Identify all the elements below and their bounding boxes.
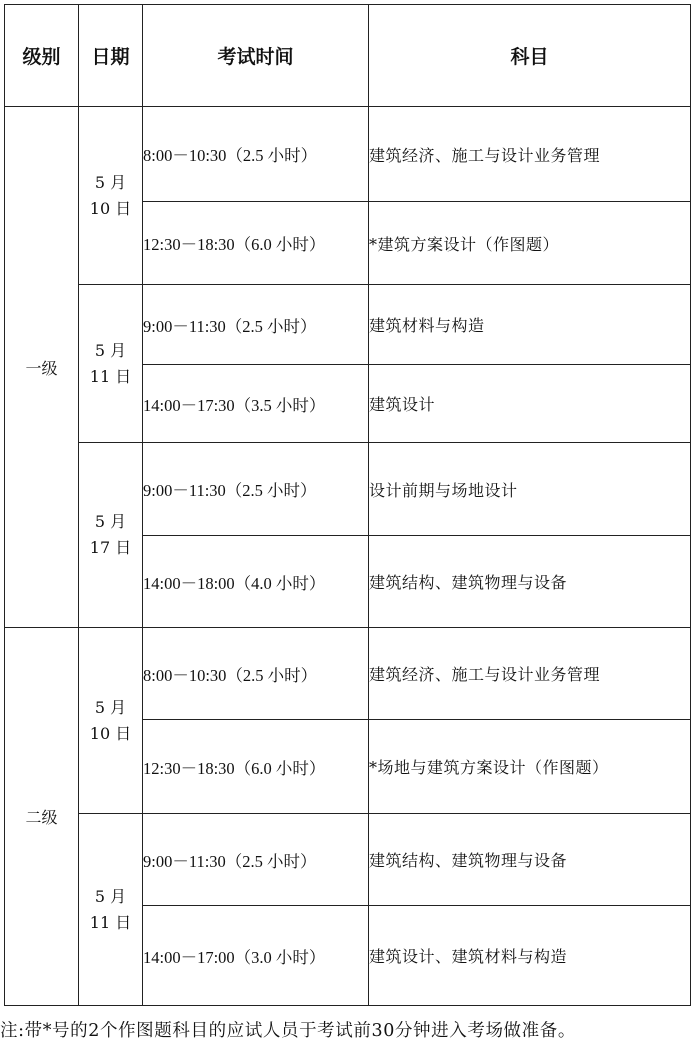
subject-cell: 建筑材料与构造: [369, 285, 691, 365]
header-level: 级别: [5, 5, 79, 107]
date-day: 17 日: [89, 538, 132, 557]
header-row: [5, 5, 691, 107]
level-cell-1: 一级: [5, 107, 79, 628]
time-cell: 9:00－11:30（2.5 小时）: [143, 443, 369, 536]
date-month: 5 月: [94, 697, 127, 717]
time-cell: 12:30－18:30（6.0 小时）: [143, 720, 369, 814]
date-day: 11 日: [89, 912, 132, 932]
subject-cell: 建筑设计、建筑材料与构造: [369, 906, 691, 1006]
header-time: 考试时间: [143, 5, 369, 107]
time-cell: 12:30－18:30（6.0 小时）: [143, 202, 369, 285]
date-cell: [79, 107, 143, 285]
subject-cell: 建筑结构、建筑物理与设备: [369, 536, 691, 628]
table-row: [5, 814, 691, 906]
time-cell: 14:00－18:00（4.0 小时）: [143, 536, 369, 628]
subject-cell: 建筑设计: [369, 365, 691, 443]
time-cell: 14:00－17:30（3.5 小时）: [143, 365, 369, 443]
table-row: [5, 107, 691, 202]
date-month: 5 月: [94, 172, 127, 192]
date-day: 10 日: [89, 723, 132, 743]
date-month: 5 月: [94, 512, 127, 531]
subject-cell: 建筑经济、施工与设计业务管理: [369, 107, 691, 202]
date-cell: [79, 285, 143, 443]
subject-cell: *场地与建筑方案设计（作图题）: [369, 720, 691, 814]
header-date: 日期: [79, 5, 143, 107]
table-row: [5, 628, 691, 720]
date-month: 5 月: [94, 340, 127, 360]
time-cell: 14:00－17:00（3.0 小时）: [143, 906, 369, 1006]
date-cell: [79, 814, 143, 1006]
subject-cell: 建筑结构、建筑物理与设备: [369, 814, 691, 906]
time-cell: 9:00－11:30（2.5 小时）: [143, 285, 369, 365]
footnote: 注:带*号的2个作图题科目的应试人员于考试前30分钟进入考场做准备。: [0, 1021, 576, 1041]
subject-cell: *建筑方案设计（作图题）: [369, 202, 691, 285]
date-cell: [79, 628, 143, 814]
date-day: 11 日: [89, 366, 132, 386]
table-row: [5, 443, 691, 536]
table-row: [5, 285, 691, 365]
exam-schedule-table: [4, 4, 691, 1006]
header-subject: 科目: [369, 5, 691, 107]
date-cell: [79, 443, 143, 628]
subject-cell: 建筑经济、施工与设计业务管理: [369, 628, 691, 720]
subject-cell: 设计前期与场地设计: [369, 443, 691, 536]
time-cell: 9:00－11:30（2.5 小时）: [143, 814, 369, 906]
date-day: 10 日: [89, 198, 132, 218]
level-cell-2: 二级: [5, 628, 79, 1006]
time-cell: 8:00－10:30（2.5 小时）: [143, 107, 369, 202]
date-month: 5 月: [94, 886, 127, 906]
time-cell: 8:00－10:30（2.5 小时）: [143, 628, 369, 720]
